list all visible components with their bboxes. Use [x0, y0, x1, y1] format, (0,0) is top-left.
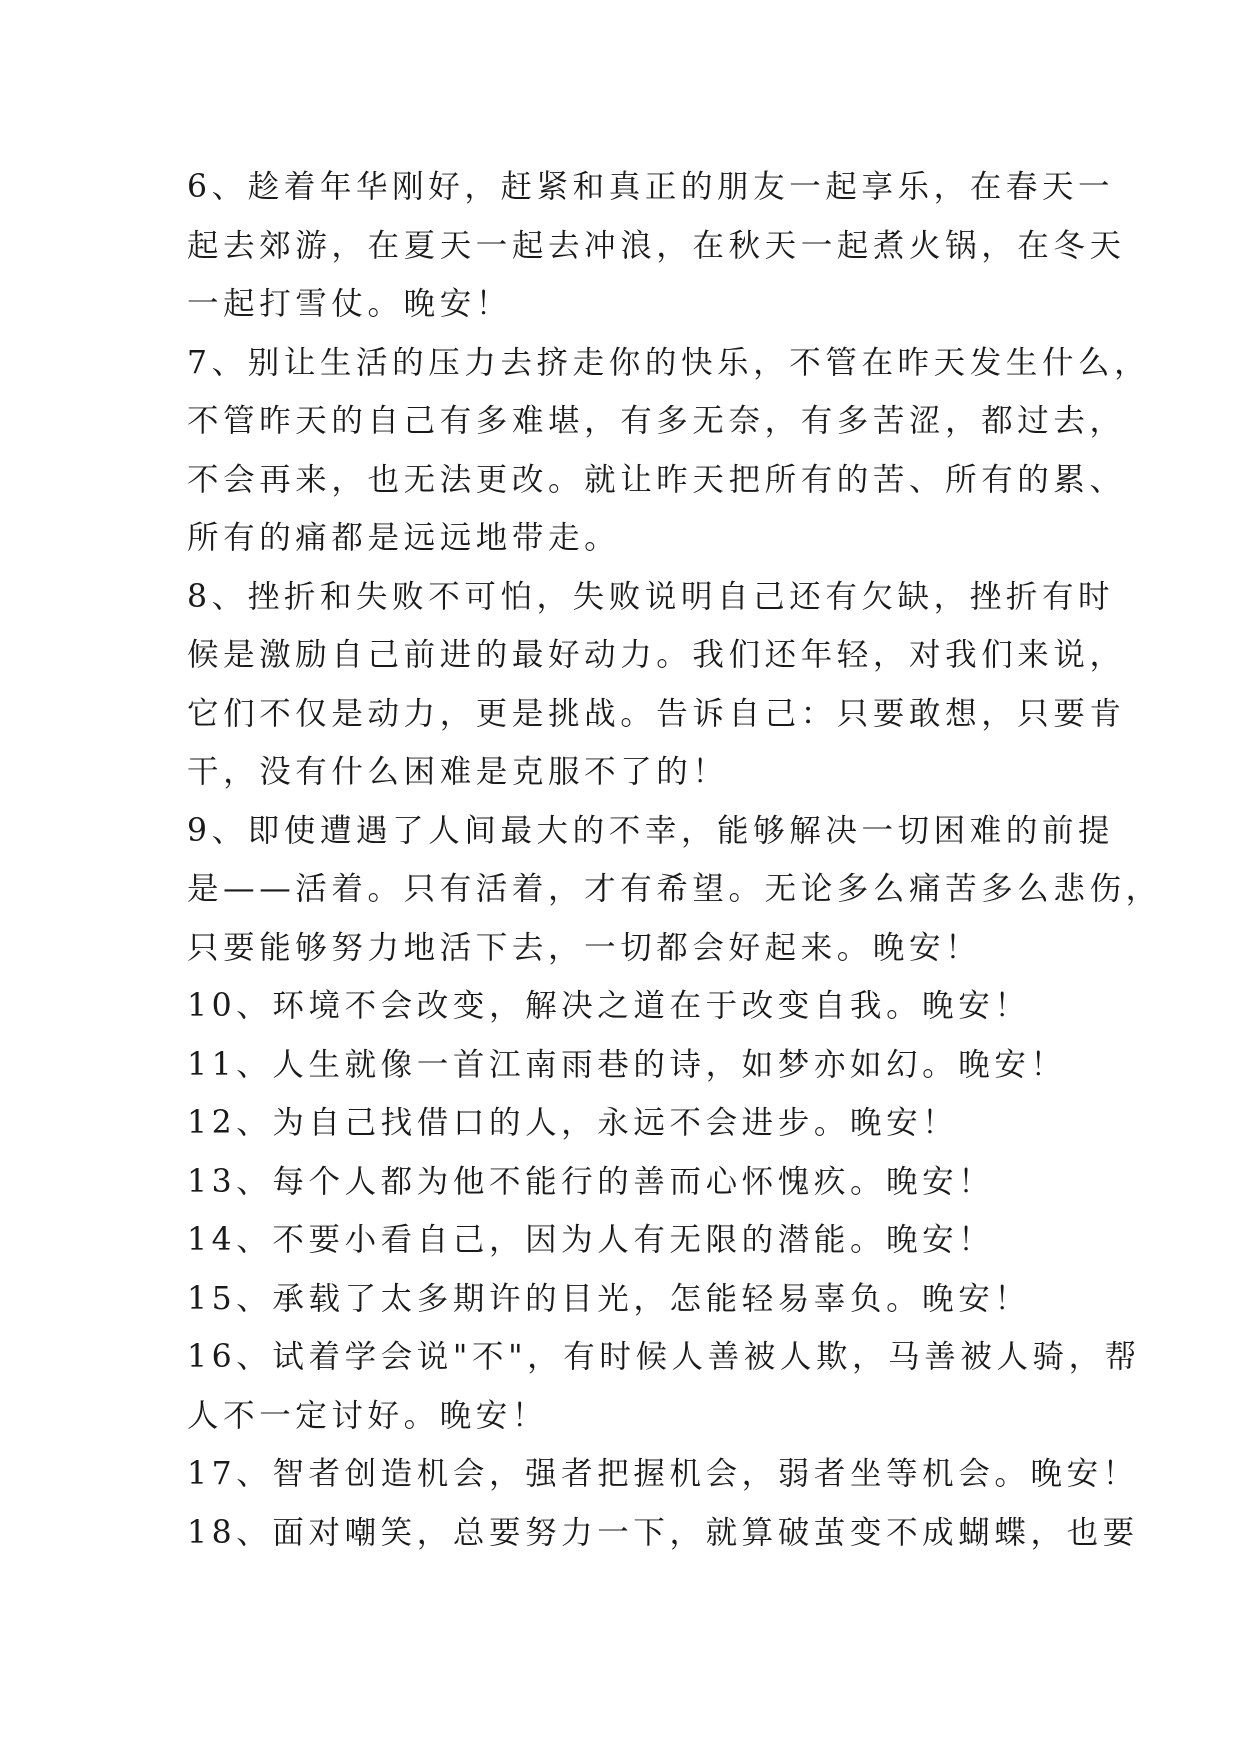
text-line: 起去郊游，在夏天一起去冲浪，在秋天一起煮火锅，在冬天 — [187, 227, 1126, 264]
text-line: 15、承载了太多期许的目光，怎能轻易辜负。晚安！ — [187, 1280, 1031, 1317]
text-line: 11、人生就像一首江南雨巷的诗，如梦亦如幻。晚安！ — [187, 1046, 1067, 1083]
text-line: 候是激励自己前进的最好动力。我们还年轻，对我们来说， — [187, 637, 1126, 673]
text-line: 16、试着学会说"不"，有时候人善被人欺，马善被人骑，帮 — [187, 1339, 1141, 1375]
text-line: 不会再来，也无法更改。就让昨天把所有的苦、所有的累、 — [187, 461, 1126, 498]
text-line: 17、智者创造机会，强者把握机会，弱者坐等机会。晚安！ — [187, 1456, 1139, 1492]
text-line: 一起打雪仗。晚安！ — [187, 286, 512, 322]
text-line: 9、即使遭遇了人间最大的不幸，能够解决一切困难的前提 — [187, 812, 1115, 849]
text-line: 10、环境不会改变，解决之道在于改变自我。晚安！ — [187, 988, 1031, 1024]
text-line: 18、面对嘲笑，总要努力一下，就算破茧变不成蝴蝶，也要 — [187, 1514, 1139, 1551]
document-body — [187, 158, 1162, 1562]
text-line: 8、挫折和失败不可怕，失败说明自己还有欠缺，挫折有时 — [187, 578, 1115, 615]
text-line: 它们不仅是动力，更是挑战。告诉自己：只要敢想，只要肯 — [187, 695, 1126, 732]
text-line: 只要能够努力地活下去，一切都会好起来。晚安！ — [187, 929, 982, 966]
text-line: 7、别让生活的压力去挤走你的快乐，不管在昨天发生什么， — [187, 344, 1151, 381]
text-line: 13、每个人都为他不能行的善而心怀愧疚。晚安！ — [187, 1163, 995, 1200]
text-line: 是——活着。只有活着，才有希望。无论多么痛苦多么悲伤， — [187, 871, 1162, 907]
text-line: 14、不要小看自己，因为人有无限的潜能。晚安！ — [187, 1222, 995, 1258]
text-line: 所有的痛都是远远地带走。 — [187, 520, 621, 556]
text-line: 干，没有什么困难是克服不了的！ — [187, 754, 729, 790]
text-line: 12、为自己找借口的人，永远不会进步。晚安！ — [187, 1105, 959, 1141]
text-line: 不管昨天的自己有多难堪，有多无奈，有多苦涩，都过去， — [187, 403, 1126, 439]
text-line: 人不一定讨好。晚安！ — [187, 1397, 549, 1434]
text-line: 6、趁着年华刚好，赶紧和真正的朋友一起享乐，在春天一 — [187, 169, 1115, 205]
